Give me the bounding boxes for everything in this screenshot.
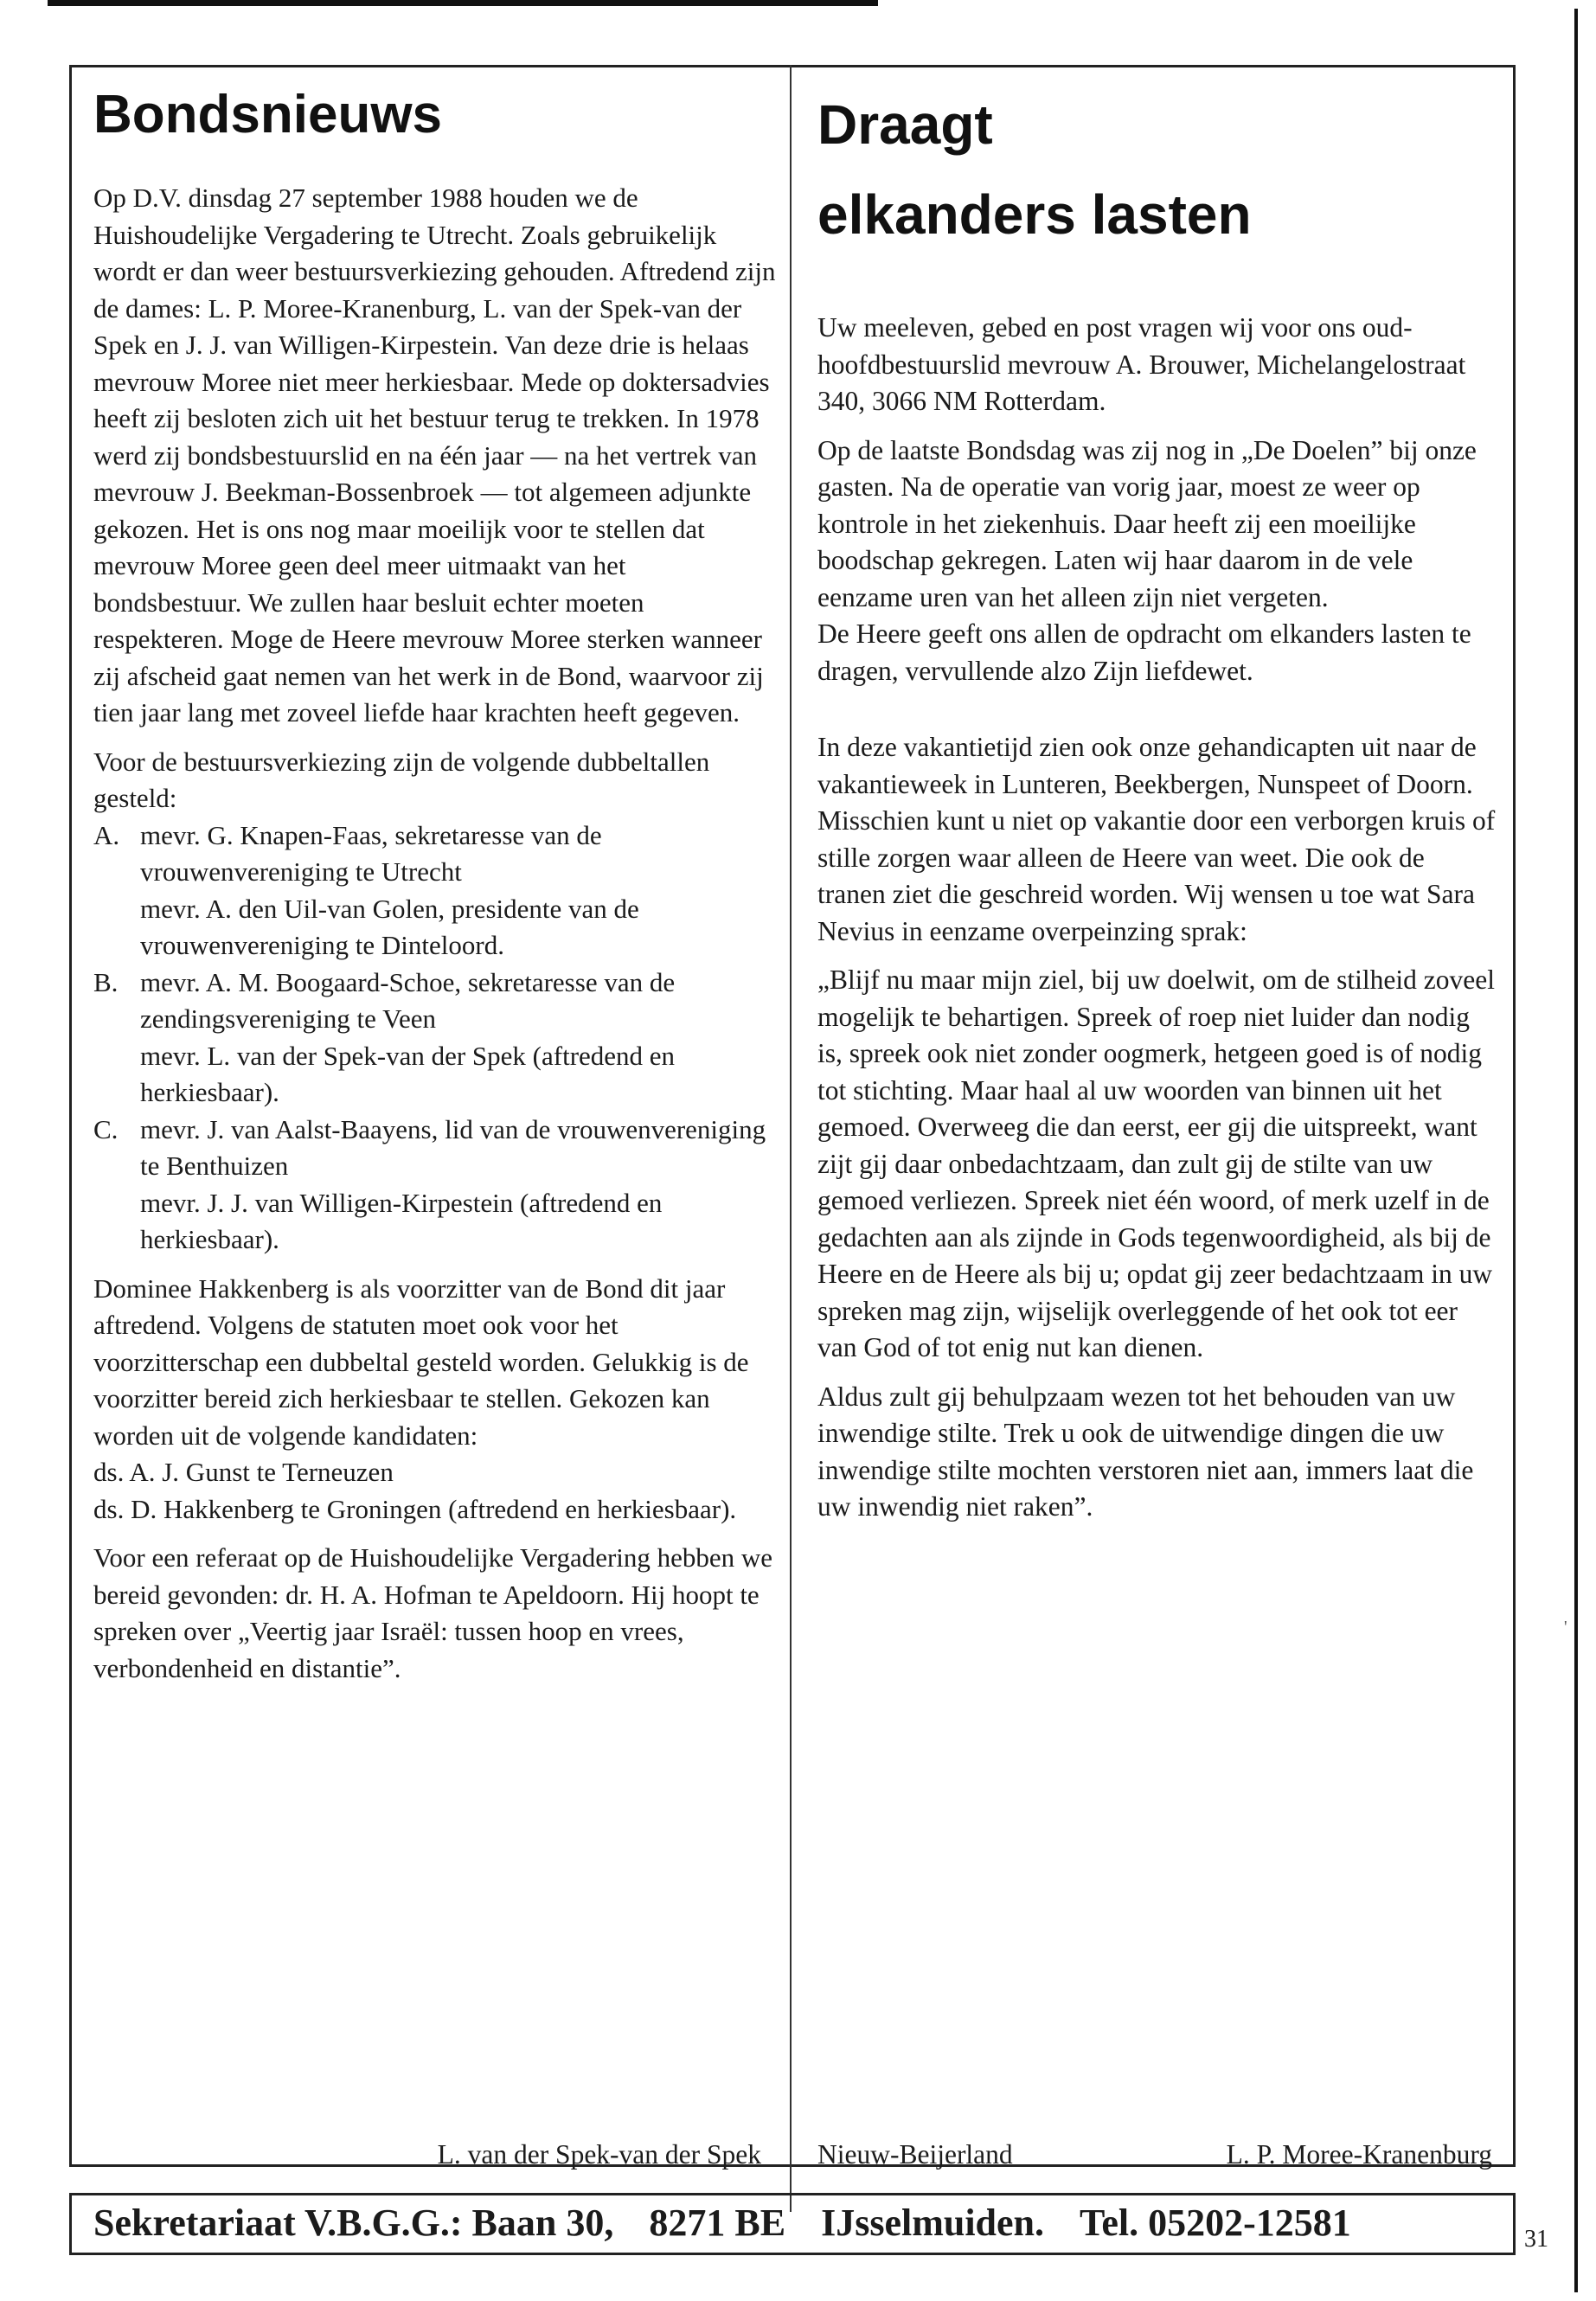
vakantie-paragraph: In deze vakantietijd zien ook onze gehandicapten uit naar de vakantieweek in Lunteren, Beekbergen, Nunspeet of Doorn. Misschien kunt u niet op vakantie door een verborgen kruis of stille zorgen waar alleen de Heere van weet. Die ook de tranen ziet die geschreid worden. Wij wensen u toe wat Sara Nevius in eenzame overpeinzing sprak: [817,732,1496,946]
candidate-line: mevr. J. van Aalst-Baayens, lid van de vrouwenvereniging te Benthuizen [140,1113,766,1181]
candidate-letter: A. [93,819,120,850]
stilte-paragraph: Aldus zult gij behulpzaam wezen tot het behouden van uw inwendige stilte. Trek u ook de uitwendige dingen die uw inwendige stilte mochten verstoren niet aan, immers laat die uw inwendig niet raken”. [817,1381,1474,1522]
candidate-letter: B. [93,966,119,997]
candidate-pair-c [93,1112,777,1259]
candidate-line: mevr. L. van der Spek-van der Spek (aftredend en herkiesbaar). [140,1040,676,1107]
liefdewet-paragraph: De Heere geeft ons allen de opdracht om elkanders lasten te dragen, vervullende alzo Zijn liefdewet. [817,619,1471,686]
draagt-column [817,85,1497,1526]
candidate-line: mevr. G. Knapen-Faas, sekretaresse van de vrouwenvereniging te Utrecht [140,819,602,887]
top-rule [48,0,878,6]
quote-paragraph: „Blijf nu maar mijn ziel, bij uw doelwit, om de stilheid zoveel mogelijk te behartigen. Spreek of roep niet luider dan nodig is, spreek ook niet zonder oogmerk, hetgeen goed is of nodig tot stichting. Maar haal al uw woorden van binnen uit het gemoed. Overweeg die dan eerst, eer gij die uitspreekt, want zijt gij daar onbedachtzaam, dan zult gij de stilte van uw gemoed verliezen. Spreek niet één woord, of merk uzelf in de gedachten aan als zijnde in Gods tegenwoordigheid, als bij de Heere en de Heere als bij u; opdat gij zeer bedachtzaam in uw spreken mag zijn, wijselijk overleggende of het ook tot eer van God of tot enig nut kan dienen. [817,965,1495,1362]
sekretariaat-label: Sekretariaat V.B.G.G.: Baan 30, [93,2202,614,2244]
candidate-line: mevr. J. J. van Willigen-Kirpestein (aftredend en herkiesbaar). [140,1187,663,1254]
signature-name: L. P. Moree-Kranenburg [1226,2139,1492,2170]
margin-speck: ' [1564,1618,1567,1637]
candidate-pair-a [93,817,777,965]
bondsnieuws-heading: Bondsnieuws [93,85,443,144]
candidate-pair-b [93,965,777,1112]
sekretariaat-phone: Tel. 05202-12581 [1080,2202,1351,2244]
right-signature [817,2137,1492,2173]
dubbeltallen-intro: Voor de bestuursverkiezing zijn de volgende dubbeltallen gesteld: [93,746,710,813]
candidate-line: mevr. A. M. Boogaard-Schoe, sekretaresse van de zendingsvereniging te Veen [140,966,676,1034]
meeleven-paragraph: Uw meeleven, gebed en post vragen wij voor ons oud-hoofdbestuurslid mevrouw A. Brouwer, Michelangelostraat 340, 3066 NM Rotterdam. [817,312,1466,416]
right-margin-rule [1574,9,1578,2292]
ds-candidate: ds. D. Hakkenberg te Groningen (aftredend en herkiesbaar). [93,1493,737,1524]
heading-line: Draagt [817,93,993,156]
referaat-paragraph: Voor een referaat op de Huishoudelijke Vergadering hebben we bereid gevonden: dr. H. A. Hofman te Apeldoorn. Hij hoopt te spreken over „Veertig jaar Israël: tussen hoop en vrees, verbondenheid en distantie”. [93,1542,773,1683]
bondsdag-paragraph: Op de laatste Bondsdag was zij nog in „De Doelen” bij onze gasten. Na de operatie van vorig jaar, moest ze weer op kontrole in het ziekenhuis. Daar heeft zij een moeilijke boodschap gekregen. Laten wij haar daarom in de vele eenzame uren van het alleen zijn niet vergeten. [817,434,1477,612]
bondsnieuws-column [93,85,777,1687]
signature-place: Nieuw-Beijerland [817,2139,1013,2170]
voorzitter-paragraph [93,1271,777,1529]
column-divider [790,65,792,2212]
heading-line: elkanders lasten [817,183,1252,246]
candidate-line: mevr. A. den Uil-van Golen, presidente van de vrouwenvereniging te Dinteloord. [140,893,639,960]
page-number: 31 [1524,2226,1548,2253]
sekretariaat-line [93,2198,1486,2248]
sekretariaat-postcode: 8271 BE [649,2202,786,2244]
ds-candidate: ds. A. J. Gunst te Terneuzen [93,1457,394,1487]
intro-paragraph: Op D.V. dinsdag 27 september 1988 houden we de Huishoudelijke Vergadering te Utrecht. Zoals gebruikelijk wordt er dan weer bestuursverkiezing gehouden. Aftredend zijn de dames: L. P. Moree-Kranenburg, L. van der Spek-van der Spek en J. J. van Willigen-Kirpestein. Van deze drie is helaas mevrouw Moree niet meer herkiesbaar. Mede op doktersadvies heeft zij besloten zich uit het bestuur terug te trekken. In 1978 werd zij bondsbestuurslid en na één jaar — na het vertrek van mevrouw J. Beekman-Bossenbroek — tot algemeen adjunkte gekozen. Het is ons nog maar moeilijk voor te stellen dat mevrouw Moree geen deel meer uitmaakt van het bondsbestuur. We zullen haar besluit echter moeten respekteren. Moge de Heere mevrouw Moree sterken wanneer zij afscheid gaat nemen van het werk in de Bond, waarvoor zij tien jaar lang met zoveel liefde haar krachten heeft gegeven. [93,183,776,727]
dubbeltallen-list [93,817,777,1259]
draagt-heading [817,80,1497,260]
sekretariaat-city: IJsselmuiden. [821,2202,1045,2244]
candidate-letter: C. [93,1113,119,1144]
left-signature: L. van der Spek-van der Spek [437,2139,761,2170]
voorzitter-text: Dominee Hakkenberg is als voorzitter van de Bond dit jaar aftredend. Volgens de statuten moet ook voor het voorzitterschap een dubbeltal gesteld worden. Gelukkig is de voorzitter bereid zich herkiesbaar te stellen. Gekozen kan worden uit de volgende kandidaten: [93,1272,749,1451]
